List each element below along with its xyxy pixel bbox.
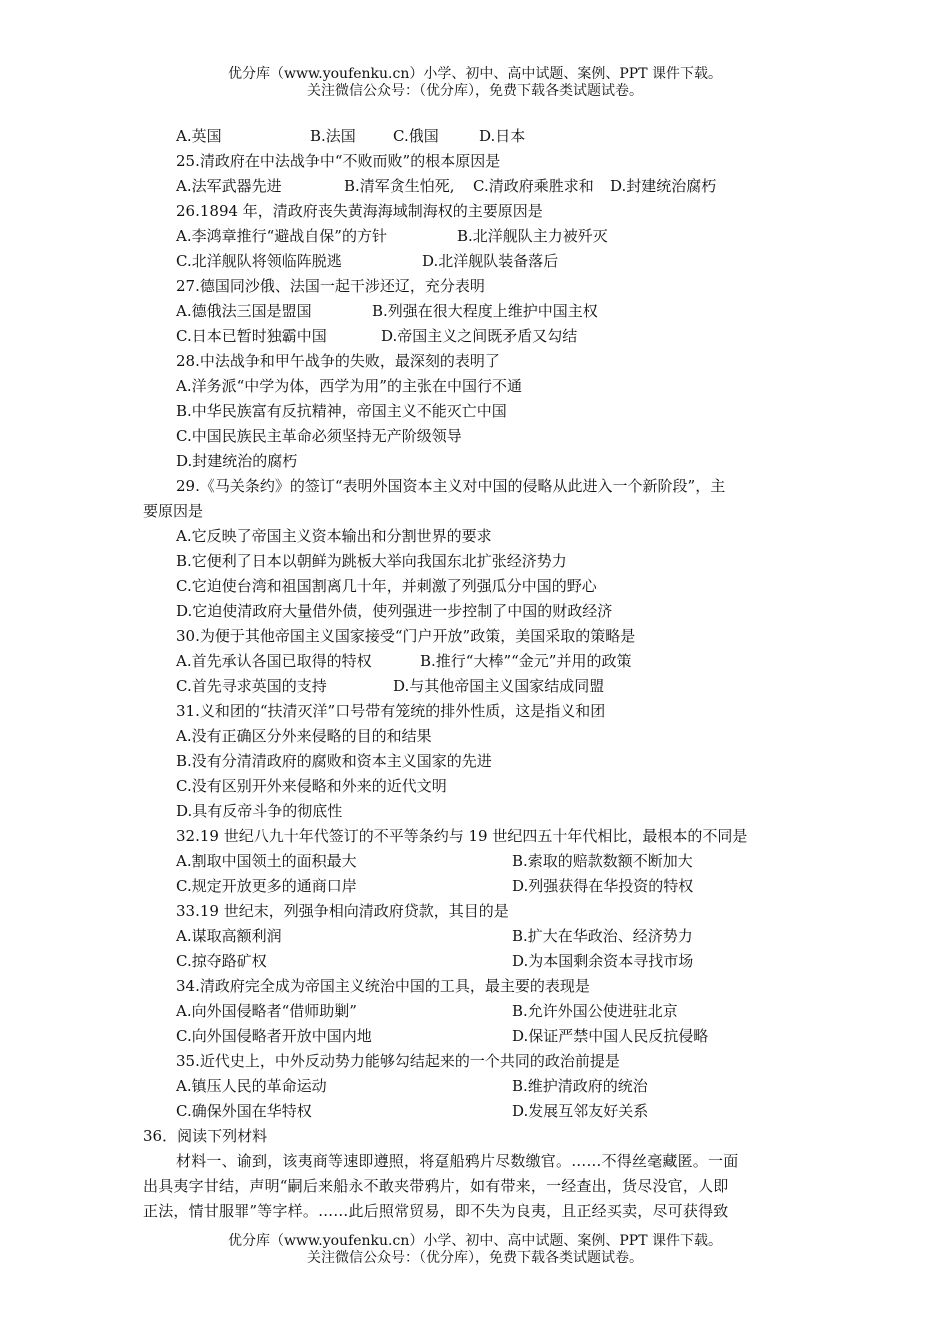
q32-option-a: A.割取中国领土的面积最大 bbox=[176, 852, 357, 870]
option-a: A.德俄法三国是盟国 bbox=[176, 302, 312, 320]
option-a: A.首先承认各国已取得的特权 bbox=[176, 652, 372, 670]
footer-line-2: 关注微信公众号：（优分库），免费下载各类试题试卷。 bbox=[307, 1250, 643, 1266]
option-d: D.北洋舰队装备落后 bbox=[422, 252, 559, 270]
option-c: C.俄国 bbox=[393, 127, 439, 145]
q31-stem: 31.义和团的“扶清灭洋”口号带有笼统的排外性质，这是指义和团 bbox=[176, 702, 606, 720]
q36-stem: 36．阅读下列材料 bbox=[143, 1127, 268, 1145]
option-c: C.北洋舰队将领临阵脱逃 bbox=[176, 252, 342, 270]
q28-option-d: D.封建统治的腐朽 bbox=[176, 452, 298, 470]
q34-option-c: C.向外国侵略者开放中国内地 bbox=[176, 1027, 372, 1045]
q28-option-c: C.中国民族民主革命必须坚持无产阶级领导 bbox=[176, 427, 462, 445]
q33-stem: 33.19 世纪末，列强争相向清政府贷款，其目的是 bbox=[176, 902, 509, 920]
header-line-2: 关注微信公众号：（优分库），免费下载各类试题试卷。 bbox=[307, 83, 643, 99]
option-d: D.与其他帝国主义国家结成同盟 bbox=[393, 677, 605, 695]
q35-option-c: C.确保外国在华特权 bbox=[176, 1102, 312, 1120]
q25-stem: 25.清政府在中法战争中“不败而败”的根本原因是 bbox=[176, 152, 501, 170]
q29-option-d: D.它迫使清政府大量借外债，使列强进一步控制了中国的财政经济 bbox=[176, 602, 613, 620]
q31-option-c: C.没有区别开外来侵略和外来的近代文明 bbox=[176, 777, 447, 795]
q36-material-1-line-1: 材料一、谕到，该夷商等速即遵照，将趸船鸦片尽数缴官。……不得丝毫藏匿。一面 bbox=[176, 1152, 739, 1170]
q35-option-d: D.发展互邻友好关系 bbox=[512, 1102, 649, 1120]
q34-stem: 34.清政府完全成为帝国主义统治中国的工具，最主要的表现是 bbox=[176, 977, 590, 995]
q31-option-a: A.没有正确区分外来侵略的目的和结果 bbox=[176, 727, 432, 745]
page-header bbox=[0, 66, 950, 100]
q29-option-c: C.它迫使台湾和祖国割离几十年，并刺激了列强瓜分中国的野心 bbox=[176, 577, 597, 595]
q32-option-c: C.规定开放更多的通商口岸 bbox=[176, 877, 357, 895]
q33-option-a: A.谋取高额利润 bbox=[176, 927, 282, 945]
option-b: B.北洋舰队主力被歼灭 bbox=[457, 227, 608, 245]
option-c: C.首先寻求英国的支持 bbox=[176, 677, 327, 695]
option-a: A.李鸿章推行“避战自保”的方针 bbox=[176, 227, 387, 245]
option-d: D.日本 bbox=[479, 127, 526, 145]
q33-option-d: D.为本国剩余资本寻找市场 bbox=[512, 952, 694, 970]
option-d: D.封建统治腐朽 bbox=[610, 177, 717, 195]
q30-options-ab bbox=[176, 651, 631, 671]
footer-line-1: 优分库（www.youfenku.cn）小学、初中、高中试题、案例、PPT 课件下载。 bbox=[227, 1233, 722, 1249]
option-b: B.法国 bbox=[310, 127, 356, 145]
q34-option-b: B.允许外国公使进驻北京 bbox=[512, 1002, 678, 1020]
q35-option-a: A.镇压人民的革命运动 bbox=[176, 1077, 327, 1095]
option-a: A.英国 bbox=[176, 127, 222, 145]
q30-stem: 30.为便于其他帝国主义国家接受“门户开放”政策，美国采取的策略是 bbox=[176, 627, 636, 645]
q29-stem-line-1: 29.《马关条约》的签订“表明外国资本主义对中国的侵略从此进入一个新阶段”，主 bbox=[176, 477, 726, 495]
q33-option-b: B.扩大在华政治、经济势力 bbox=[512, 927, 693, 945]
q27-options-cd bbox=[176, 326, 577, 346]
q28-stem: 28.中法战争和甲午战争的失败，最深刻的表明了 bbox=[176, 352, 500, 370]
q29-option-a: A.它反映了帝国主义资本输出和分割世界的要求 bbox=[176, 527, 492, 545]
option-b: B.推行“大棒”“金元”并用的政策 bbox=[420, 652, 632, 670]
q28-option-a: A.洋务派“中学为体，西学为用”的主张在中国行不通 bbox=[176, 377, 522, 395]
option-c: C.清政府乘胜求和 bbox=[473, 177, 594, 195]
option-c: C.日本已暂时独霸中国 bbox=[176, 327, 327, 345]
q31-option-b: B.没有分清清政府的腐败和资本主义国家的先进 bbox=[176, 752, 492, 770]
q34-option-d: D.保证严禁中国人民反抗侵略 bbox=[512, 1027, 709, 1045]
option-a: A.法军武器先进 bbox=[176, 177, 282, 195]
q26-options-cd bbox=[176, 251, 558, 271]
q27-options-ab bbox=[176, 301, 598, 321]
q36-material-1-line-2: 出具夷字甘结，声明“嗣后来船永不敢夹带鸦片，如有带来，一经查出，货尽没官，人即 bbox=[143, 1177, 729, 1195]
q29-option-b: B.它便利了日本以朝鲜为跳板大举向我国东北扩张经济势力 bbox=[176, 552, 567, 570]
page-footer bbox=[0, 1233, 950, 1267]
q33-option-c: C.掠夺路矿权 bbox=[176, 952, 267, 970]
q32-option-d: D.列强获得在华投资的特权 bbox=[512, 877, 694, 895]
q35-option-b: B.维护清政府的统治 bbox=[512, 1077, 648, 1095]
q26-options-ab bbox=[176, 226, 608, 246]
q28-option-b: B.中华民族富有反抗精神，帝国主义不能灭亡中国 bbox=[176, 402, 507, 420]
q27-stem: 27.德国同沙俄、法国一起干涉还辽，充分表明 bbox=[176, 277, 485, 295]
q32-stem: 32.19 世纪八九十年代签订的不平等条约与 19 世纪四五十年代相比，最根本的不同是 bbox=[176, 827, 748, 845]
q26-stem: 26.1894 年，清政府丧失黄海海域制海权的主要原因是 bbox=[176, 202, 543, 220]
q35-stem: 35.近代史上，中外反动势力能够勾结起来的一个共同的政治前提是 bbox=[176, 1052, 620, 1070]
option-b: B.清军贪生怕死, bbox=[344, 177, 455, 195]
header-line-1: 优分库（www.youfenku.cn）小学、初中、高中试题、案例、PPT 课件下载。 bbox=[227, 66, 722, 82]
q30-options-cd bbox=[176, 676, 604, 696]
q32-option-b: B.索取的赔款数额不断加大 bbox=[512, 852, 693, 870]
q34-option-a: A.向外国侵略者“借师助剿” bbox=[176, 1002, 357, 1020]
q25-options bbox=[176, 176, 716, 196]
option-d: D.帝国主义之间既矛盾又勾结 bbox=[381, 327, 578, 345]
q24-options bbox=[176, 126, 525, 146]
q31-option-d: D.具有反帝斗争的彻底性 bbox=[176, 802, 343, 820]
q29-stem-line-2: 要原因是 bbox=[143, 502, 204, 520]
q36-material-1-line-3: 正法，情甘服罪”等字样。……此后照常贸易，即不失为良夷，且正经买卖，尽可获得致 bbox=[143, 1202, 729, 1220]
option-b: B.列强在很大程度上维护中国主权 bbox=[372, 302, 598, 320]
